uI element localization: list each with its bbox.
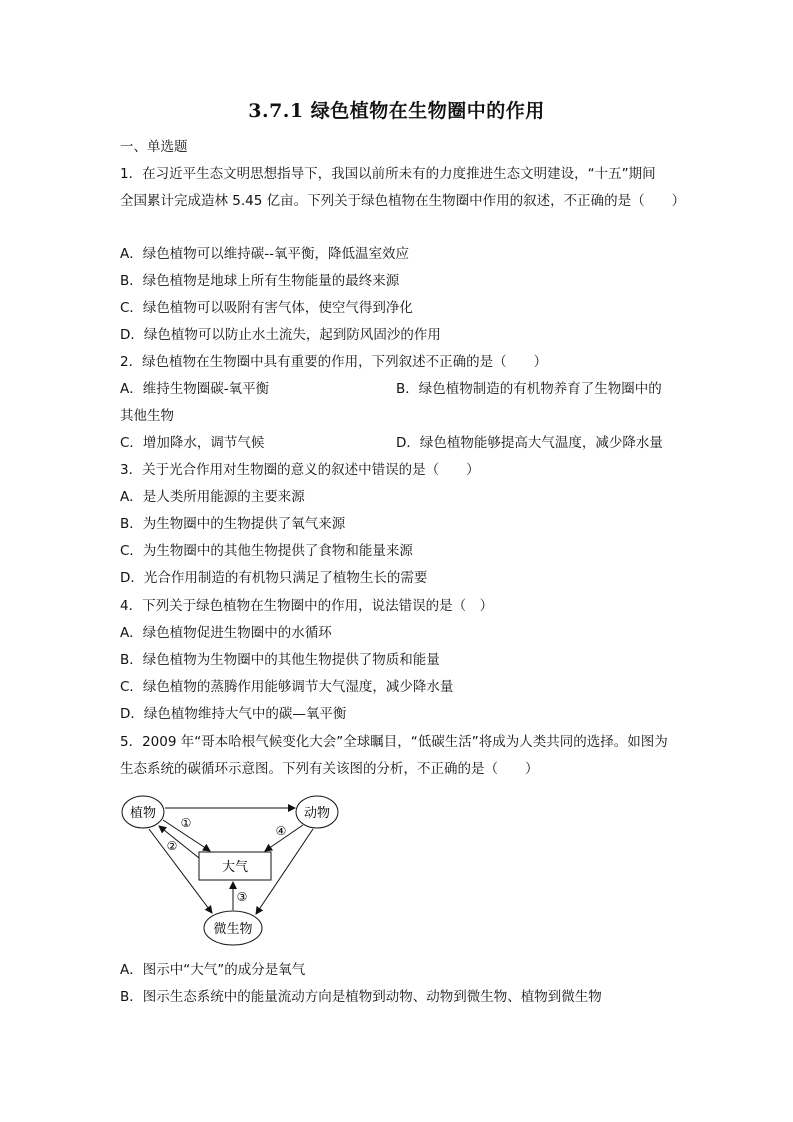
q2-option-b: B．绿色植物制造的有机物养育了生物圈中的 [396, 381, 662, 397]
q5-stem-line1: 5．2009 年“哥本哈根气候变化大会”全球瞩目，“低碳生活”将成为人类共同的选择。如图为 [120, 734, 668, 750]
q4-option-d: D．绿色植物维持大气中的碳—氧平衡 [120, 706, 347, 722]
q3-stem: 3．关于光合作用对生物圈的意义的叙述中错误的是（ ） [120, 462, 480, 478]
q3-option-b: B．为生物圈中的生物提供了氧气来源 [120, 516, 346, 532]
arrow-number-2: ② [166, 839, 178, 853]
q3-option-d: D．光合作用制造的有机物只满足了植物生长的需要 [120, 570, 428, 586]
q4-option-a: A．绿色植物促进生物圈中的水循环 [120, 625, 332, 641]
q1-option-d: D．绿色植物可以防止水土流失，起到防风固沙的作用 [120, 327, 441, 343]
q2-option-b-cont: 其他生物 [120, 408, 174, 424]
arrow-number-1: ① [180, 816, 192, 830]
q5-option-b: B．图示生态系统中的能量流动方向是植物到动物、动物到微生物、植物到微生物 [120, 989, 602, 1005]
q3-option-a: A．是人类所用能源的主要来源 [120, 489, 305, 505]
q2-option-d: D．绿色植物能够提高大气温度，减少降水量 [396, 435, 663, 451]
q4-option-c: C．绿色植物的蒸腾作用能够调节大气湿度，减少降水量 [120, 679, 454, 695]
q2-option-c: C．增加降水，调节气候 [120, 435, 265, 451]
atmosphere-label: 大气 [221, 860, 249, 875]
carbon-cycle-diagram [115, 788, 355, 948]
section-heading: 一、单选题 [120, 139, 188, 155]
q1-option-a: A．绿色植物可以维持碳--氧平衡，降低温室效应 [120, 246, 409, 262]
q1-option-c: C．绿色植物可以吸附有害气体，使空气得到净化 [120, 300, 413, 316]
q4-stem: 4．下列关于绿色植物在生物圈中的作用，说法错误的是（ ） [120, 598, 494, 614]
q4-option-b: B．绿色植物为生物圈中的其他生物提供了物质和能量 [120, 652, 440, 668]
q2-stem: 2．绿色植物在生物圈中具有重要的作用，下列叙述不正确的是（ ） [120, 354, 548, 370]
q1-option-b: B．绿色植物是地球上所有生物能量的最终来源 [120, 273, 400, 289]
q1-stem-line2: 全国累计完成造林 5.45 亿亩。下列关于绿色植物在生物圈中作用的叙述，不正确的是（ ） [120, 193, 686, 209]
plant-label: 植物 [129, 806, 157, 821]
page-title: 3.7.1 绿色植物在生物圈中的作用 [248, 100, 545, 122]
q5-option-a: A．图示中“大气”的成分是氧气 [120, 962, 306, 978]
q1-stem-line1: 1．在习近平生态文明思想指导下，我国以前所未有的力度推进生态文明建设，“十五”期间 [120, 166, 656, 182]
animal-label: 动物 [303, 806, 331, 821]
arrow-number-4: ④ [275, 824, 287, 838]
arrow-number-3: ③ [236, 890, 248, 904]
q5-stem-line2: 生态系统的碳循环示意图。下列有关该图的分析，不正确的是（ ） [120, 761, 539, 777]
q3-option-c: C．为生物圈中的其他生物提供了食物和能量来源 [120, 543, 413, 559]
microbe-label: 微生物 [213, 922, 253, 937]
q2-option-a: A．维持生物圈碳-氧平衡 [120, 381, 270, 397]
